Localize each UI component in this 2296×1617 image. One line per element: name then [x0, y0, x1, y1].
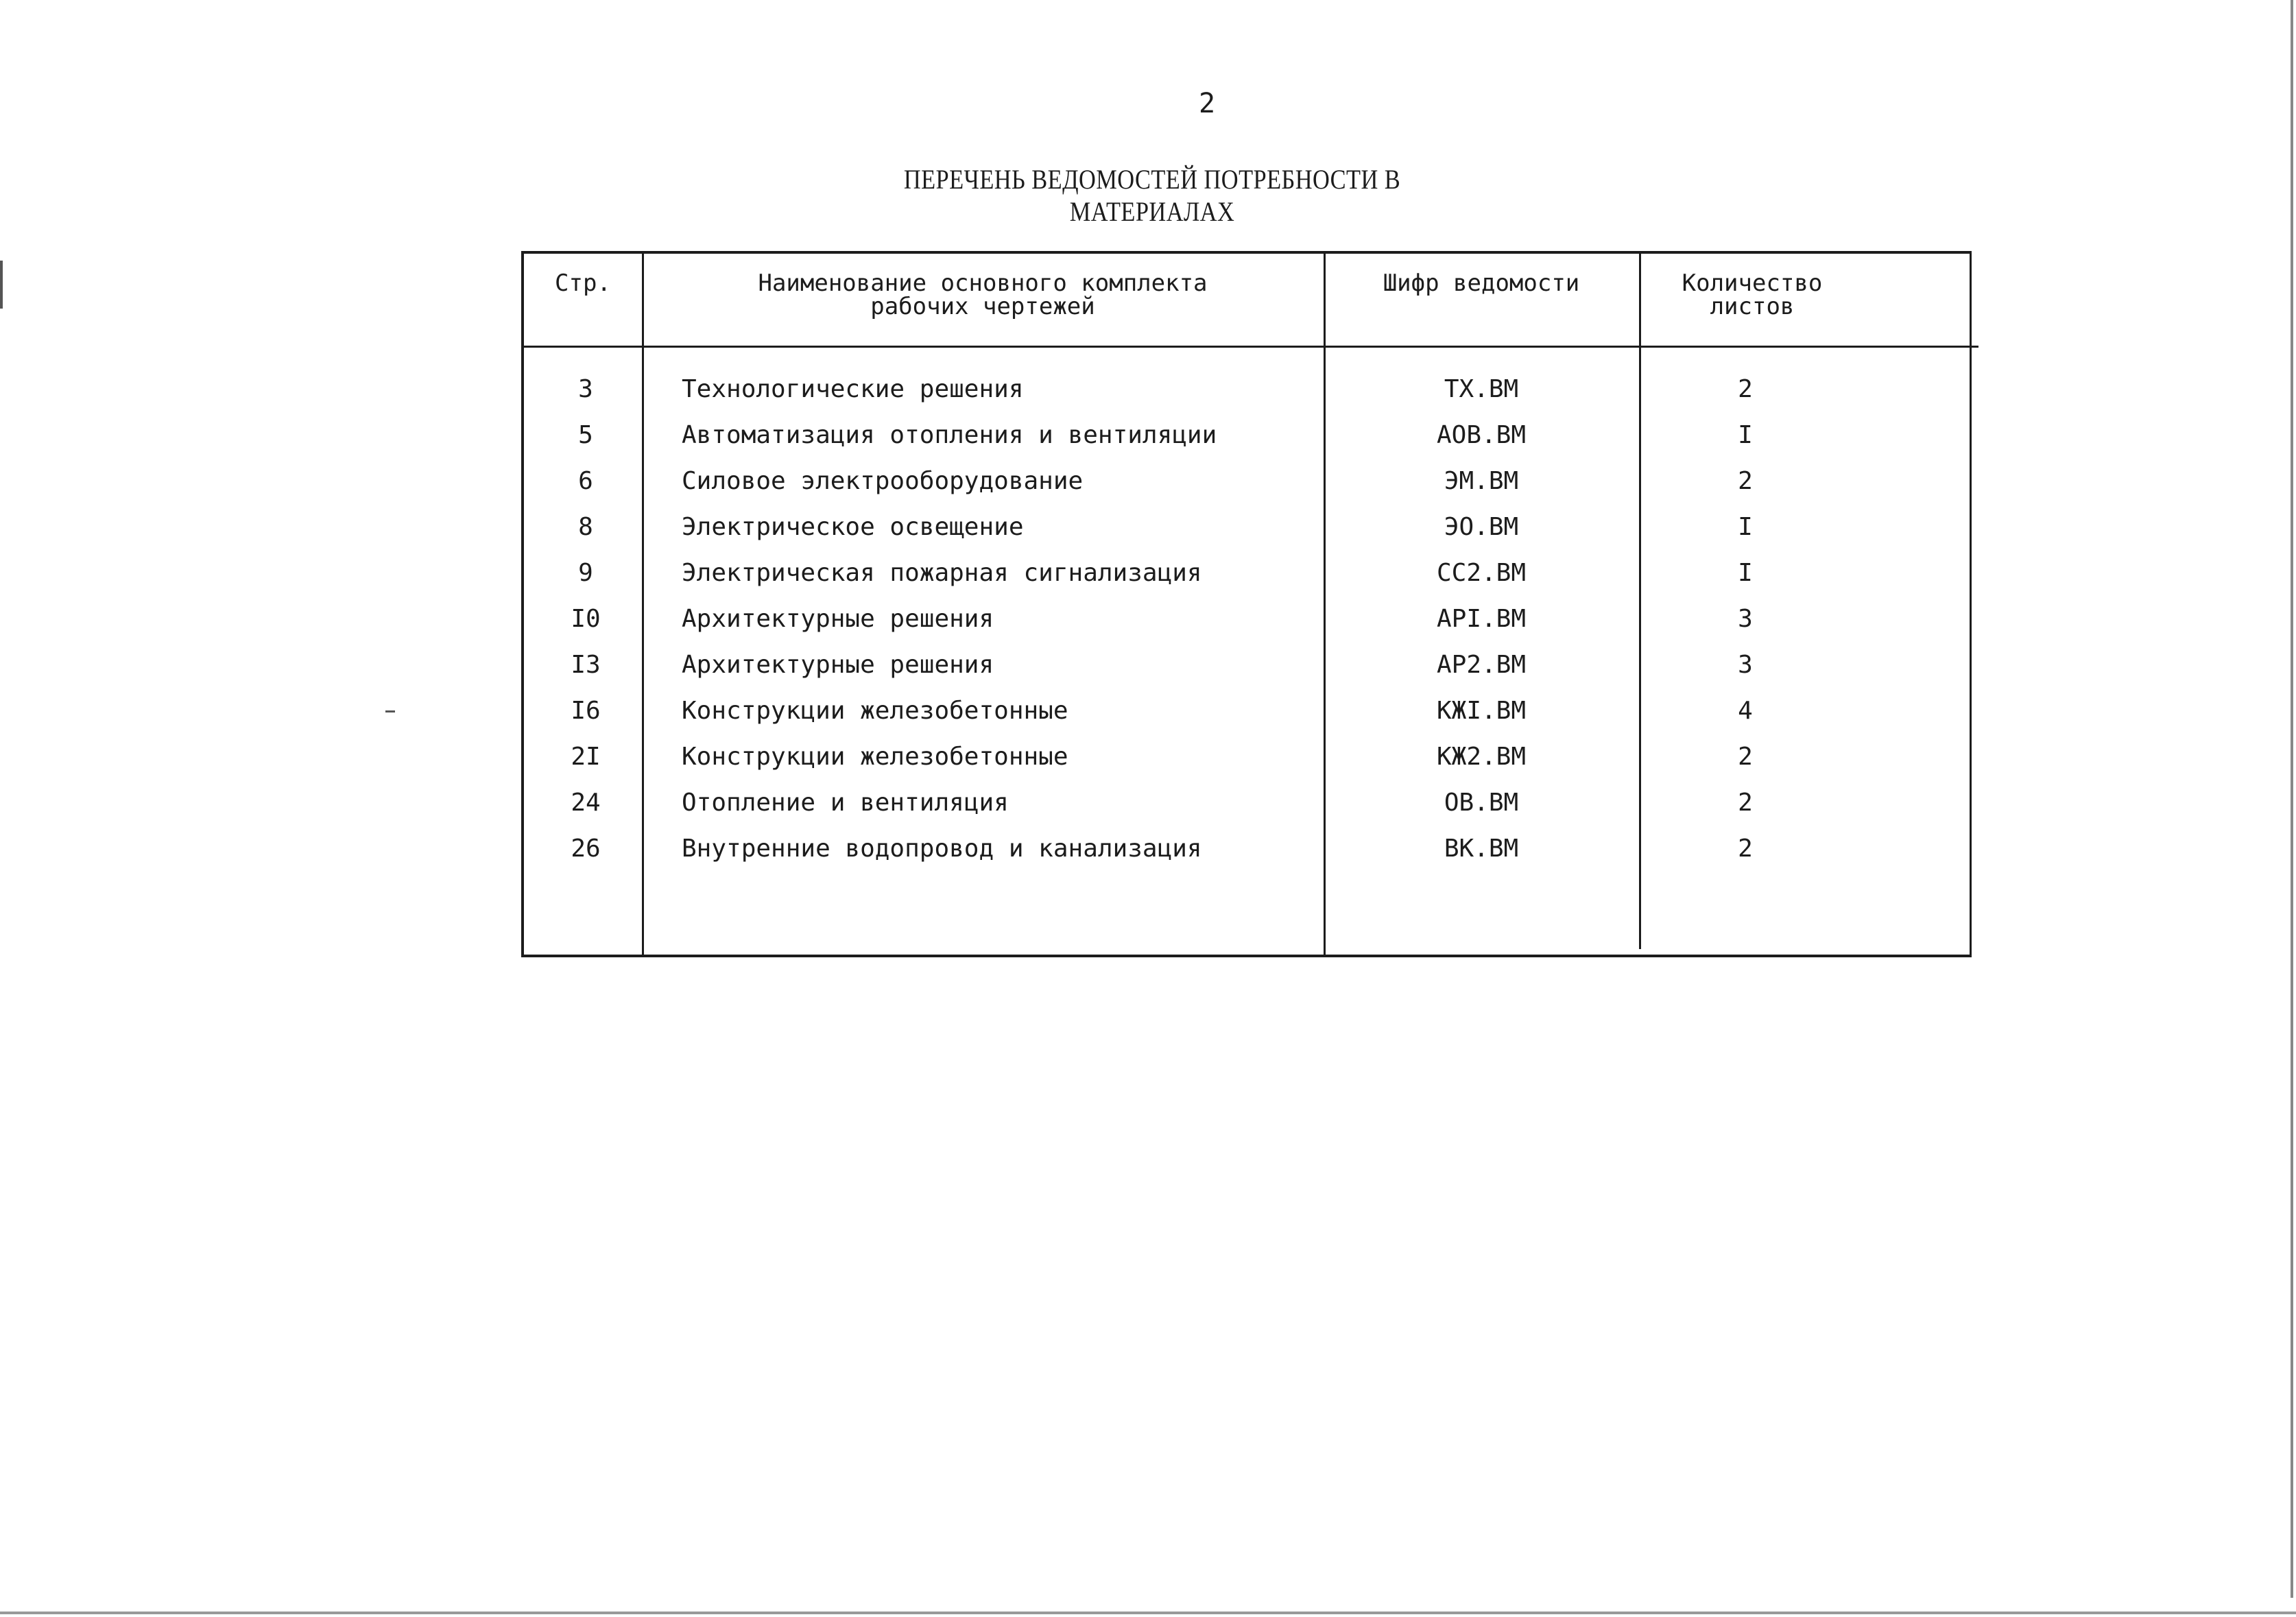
table-row — [524, 599, 1974, 640]
row-quantity: I — [1738, 421, 1753, 449]
page-number: 2 — [1198, 88, 1216, 119]
scan-edge-line — [0, 1612, 2296, 1614]
table-row — [524, 553, 1974, 594]
row-name: Конструкции железобетонные — [682, 697, 1068, 725]
row-page: 5 — [578, 421, 593, 449]
row-quantity: 2 — [1738, 835, 1753, 863]
row-name: Силовое электрооборудование — [682, 467, 1084, 495]
row-name: Архитектурные решения — [682, 651, 994, 679]
row-page: 3 — [578, 375, 593, 403]
row-code: ЭМ.ВМ — [1444, 467, 1519, 495]
header-quantity: Количество листов — [1682, 270, 1823, 320]
row-quantity: I — [1738, 513, 1753, 541]
scan-speck — [385, 710, 395, 712]
header-name: Наименование основного комплекта рабочих чертежей — [758, 270, 1208, 320]
row-quantity: 2 — [1738, 375, 1753, 403]
row-page: 26 — [571, 835, 601, 863]
row-code: АРI.ВМ — [1436, 605, 1527, 633]
table-row — [524, 507, 1974, 548]
row-page: I3 — [571, 651, 601, 679]
row-name: Внутренние водопровод и канализация — [682, 835, 1202, 863]
row-quantity: I — [1738, 559, 1753, 587]
row-page: 6 — [578, 467, 593, 495]
scan-edge-mark — [0, 261, 3, 309]
row-page: 9 — [578, 559, 593, 587]
table-row — [524, 461, 1974, 502]
table-row — [524, 782, 1974, 824]
header-code: Шифр ведомости — [1383, 270, 1580, 297]
table-row — [524, 645, 1974, 686]
table-row — [524, 691, 1974, 732]
row-page: 8 — [578, 513, 593, 541]
row-quantity: 2 — [1738, 789, 1753, 817]
table-row — [524, 369, 1974, 410]
materials-statement-table — [521, 251, 1972, 957]
row-code: КЖ2.ВМ — [1436, 743, 1527, 771]
row-quantity: 2 — [1738, 743, 1753, 771]
row-name: Отопление и вентиляция — [682, 789, 1009, 817]
row-page: 24 — [571, 789, 601, 817]
row-code: ВК.ВМ — [1444, 835, 1519, 863]
row-code: ЭО.ВМ — [1444, 513, 1519, 541]
table-row — [524, 736, 1974, 778]
scan-edge-line — [2291, 0, 2293, 1598]
document-title: ПЕРЕЧЕНЬ ВЕДОМОСТЕЙ ПОТРЕБНОСТИ В МАТЕРИАЛАХ — [903, 164, 1401, 227]
row-page: I6 — [571, 697, 601, 725]
row-name: Архитектурные решения — [682, 605, 994, 633]
row-quantity: 4 — [1738, 697, 1753, 725]
row-code: КЖI.ВМ — [1436, 697, 1527, 725]
header-divider — [524, 346, 1978, 348]
row-quantity: 2 — [1738, 467, 1753, 495]
row-name: Конструкции железобетонные — [682, 743, 1068, 771]
table-row — [524, 415, 1974, 456]
row-quantity: 3 — [1738, 605, 1753, 633]
row-code: ОВ.ВМ — [1444, 789, 1519, 817]
row-name: Технологические решения — [682, 375, 1024, 403]
row-name: Электрическая пожарная сигнализация — [682, 559, 1202, 587]
row-code: СС2.ВМ — [1436, 559, 1527, 587]
header-page: Стр. — [555, 270, 611, 297]
row-name: Электрическое освещение — [682, 513, 1024, 541]
row-page: I0 — [571, 605, 601, 633]
row-code: АОВ.ВМ — [1436, 421, 1527, 449]
row-name: Автоматизация отопления и вентиляции — [682, 421, 1217, 449]
row-page: 2I — [571, 743, 601, 771]
row-quantity: 3 — [1738, 651, 1753, 679]
table-row — [524, 828, 1974, 870]
row-code: ТХ.ВМ — [1444, 375, 1519, 403]
row-code: АР2.ВМ — [1436, 651, 1527, 679]
